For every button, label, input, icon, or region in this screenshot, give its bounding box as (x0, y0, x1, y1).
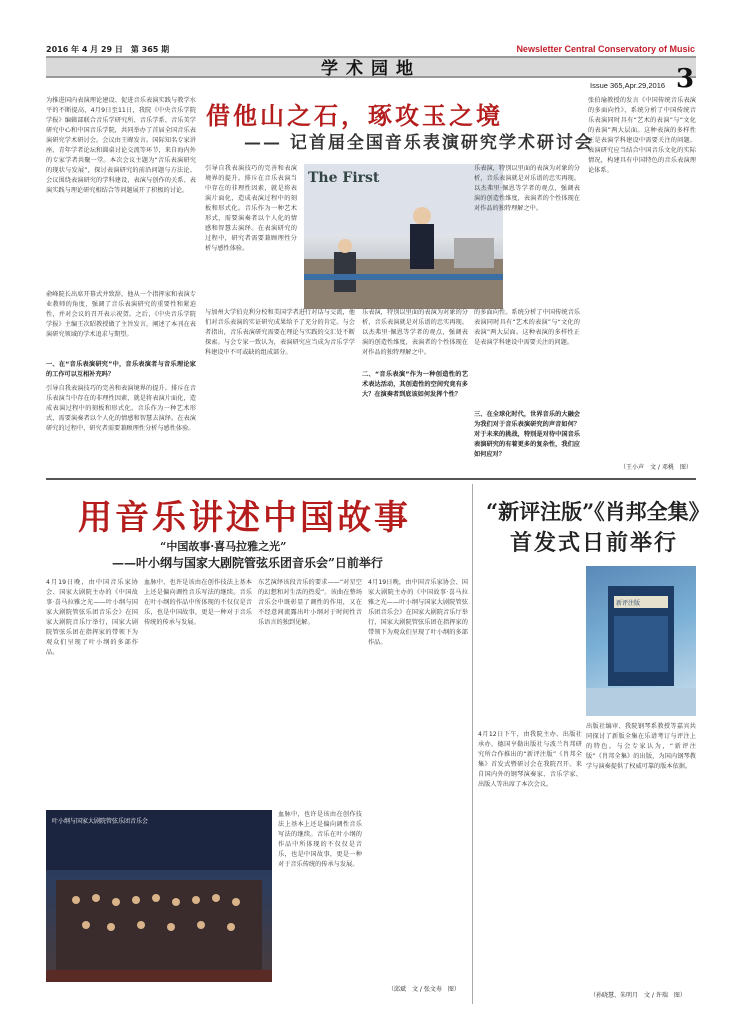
article1-col3: 与加州大学伯克利分校和美国学者进行对话与交流，他们对音乐表演的实证研究成果给予了充分的肯定。与会者指出，音乐表演研究需要在理论与实践的交汇处不断探索。与会专家一致认为，表演研究应当成为音乐学学科建设中不可或缺的组成部分。 (205, 309, 355, 356)
article1-q1: 一、在“音乐表演研究”中，音乐表演者与音乐理论家的工作可以互相补充吗？ (46, 361, 196, 378)
section-banner (46, 56, 696, 78)
article1-subtitle: —— 记首届全国音乐表演研究学术研讨会 (244, 133, 594, 153)
article1-col1b: 俞峰院长出席开幕式并致辞，他从一个指挥家和表演专业教师的角度，强调了音乐表演研究的重要性和紧迫性，并对会议的召开表示祝贺。之后，《中央音乐学院学报》主编王次昭教授做了主旨发言，阐述了本刊在表演研究领域的学术追求与期望。 (46, 291, 196, 338)
article2-subtitle1: “中国故事·喜马拉雅之光” (160, 540, 287, 553)
article1-byline: （王小声 文 / 邓桃 图） (620, 464, 692, 471)
article1-q2: 二、“音乐表演”作为一种创造性的艺术表达活动，其创造性的空间究竟有多大？在演奏者到底该如何发挥个性？ (362, 371, 468, 398)
column-divider (472, 484, 473, 1004)
page-number: 3 (676, 64, 695, 94)
article2-title: 用音乐讲述中国故事 (78, 498, 411, 538)
article1-col7: 张伯瑜教授的发言《中国传统音乐表演的多面向性》，系统分析了中国传统音乐表演同时具有“艺术的表演”与“文化的表演”两大层面。这种表演的多样性正是表演学科建设中需要关注的问题。表演研究应当结合中国音乐文化的实际情况，构建具有中国特色的音乐表演理论体系。 (588, 97, 696, 174)
section-divider (46, 478, 696, 480)
concert-photo-svg (46, 810, 272, 982)
article1-col1c: 引导自我表演技巧的完善和表演境界的提升。排斥在音乐表演当中存在的非理性因素，就是将表演片面化，造成表演过程中的刻板和形式化。音乐作为一种艺术形式，需要演奏者以个人化的情感和智慧去演绎。在表演研究的过程中，研究者需要兼顾理性分析与感性体验。 (46, 385, 196, 432)
article1-title: 借他山之石，琢攻玉之境 (206, 101, 503, 130)
article3-col2: 出版社编审、我院钢琴系教授等嘉宾共同探讨了新版全集在乐谱考订与评注上的特色。与会专家认为，“新评注版”《肖邦全集》的出版，为国内钢琴教学与演奏提供了权威可靠的版本依据。 (586, 723, 696, 770)
section-title: 学术园地 (321, 59, 421, 79)
article2-col2: 血脉中，也许是该由在创作技法上基本上还是偏向调性音乐写法的继续。音乐在叶小纲的作品中所体现的不仅仅是音乐，也是中国故事，更是一种对于音乐传统的传承与发展。 (144, 579, 252, 626)
issue-date: 2016 年 4 月 29 日 第 365 期 (46, 45, 170, 54)
article1-q3: 三、在全球化时代，世界音乐的大融会为我们对于音乐表演研究的声音如何？对于未来的挑战，特别是对待中国音乐表演研究的有着更多的复杂性，我们应如何应对？ (474, 411, 580, 458)
article1-col4: 乐表演，特别以里面的表演为对象的分析，音乐表演就是对乐谱的忠实再现。以杰弗里·佩恩等学者的观点，强调表演的创造性维度，表演者的个性体现在对作品的独特理解之中。 (362, 309, 468, 356)
chopin-book-photo (586, 566, 696, 716)
article3-byline: （孙晓慧、朱明月 文 / 许瑞 图） (590, 992, 686, 999)
article1-col6: 的多面向性。系统分析了中国传统音乐表演同时具有“艺术的表演”与“文化的表演”两大层面。这种表演的多样性正是表演学科建设中需要关注的问题。 (474, 309, 580, 346)
article3-col1: 4月12日下午，由我院主办、出版社承办，德国亨勒出版社与波兰肖邦研究所合作推出的“新评注版”《肖邦全集》首发式暨研讨会在我院召开。来自国内外的钢琴演奏家、音乐学家、出版人等出席了本次会议。 (478, 731, 582, 788)
article3-title: “新评注版”《肖邦全集》 (486, 499, 710, 524)
article1-col1: 为推进国内表演理论建设、促进音乐表演实践与教学水平的不断提高，4月9日至11日，我院《中央音乐学院学报》编辑部联合音乐学研究所、音乐学系、音乐美学研究中心和中国音乐学院，共同举办了首届全国音乐表演研究学术研讨会。会议由王暐发言。国际知名专家讲座、青年学者论坛和圆桌讨论交流等环节，来自海内外的专家学者共聚一堂。本次会议主题为“音乐表演研究的现状与发展”，探讨表演研究的前沿问题与方法论。会议围绕表演研究的学科建设、表演与创作的关系、表演实践与理论研究相结合等问题展开了积极的讨论。 (46, 97, 196, 194)
chopin-book-photo-svg (586, 566, 696, 716)
article2-col1: 4月19日晚，由中国音乐家协会、国家大剧院主办的《中国故事·喜马拉雅之光——叶小纲与国家大剧院管弦乐团音乐会》在国家大剧院音乐厅举行，国家大剧院管弦乐团在指挥家的带领下为观众们呈现了叶小纲的多部作品。 (46, 579, 138, 656)
concert-photo-caption: 叶小纲与国家大剧院管弦乐团音乐会 (52, 818, 149, 825)
article2-col3: 东艺演绎该段音乐的要求——“对星空的幻想和对生活的热爱”。该曲在整场音乐会中既彰显了调性的作用，又在不经意间流露出叶小纲对于时间性音乐语言的独到见解。 (258, 579, 362, 626)
article1-col2: 引导自我表演技巧的完善和表演境界的提升。排斥在音乐表演当中存在的非理性因素，就是将表演片面化，造成表演过程中的刻板和形式化。音乐作为一种艺术形式，需要演奏者以个人化的情感和智慧去演绎。在表演研究的过程中，研究者需要兼顾理性分析与感性体验。 (205, 165, 297, 252)
issue-line: Issue 365,Apr.29,2016 (590, 81, 666, 90)
photo-banner-text: The First (308, 170, 380, 186)
concert-photo (46, 810, 272, 982)
article2-subtitle2: ——叶小纲与国家大剧院管弦乐团音乐会”日前举行 (112, 556, 383, 570)
book-cover-label: 新评注版 (616, 600, 641, 607)
newsletter-title: Newsletter Central Conservatory of Music (516, 44, 695, 54)
article2-col4: 4月19日晚，由中国音乐家协会、国家大剧院主办的《中国故事·喜马拉雅之光——叶小纲与国家大剧院管弦乐团音乐会》在国家大剧院音乐厅举行，国家大剧院管弦乐团在指挥家的带领下为观众们呈现了叶小纲的多部作品。 (368, 579, 468, 646)
article1-col5: 乐表演，特别以里面的表演为对象的分析，音乐表演就是对乐谱的忠实再现。以杰弗里·佩恩等学者的观点，强调表演的创造性维度，表演者的个性体现在对作品的独特理解之中。 (474, 165, 580, 212)
article2-byline: （邱斌 文 / 张文寿 图） (388, 986, 460, 993)
article3-title2: 首发式日前举行 (510, 530, 679, 556)
article2-col5: 血脉中，也许是该由在创作技法上基本上还是偏向调性音乐写法的继续。音乐在叶小纲的作品中所体现的不仅仅是音乐，也是中国故事，更是一种对于音乐传统的传承与发展。 (278, 811, 362, 868)
